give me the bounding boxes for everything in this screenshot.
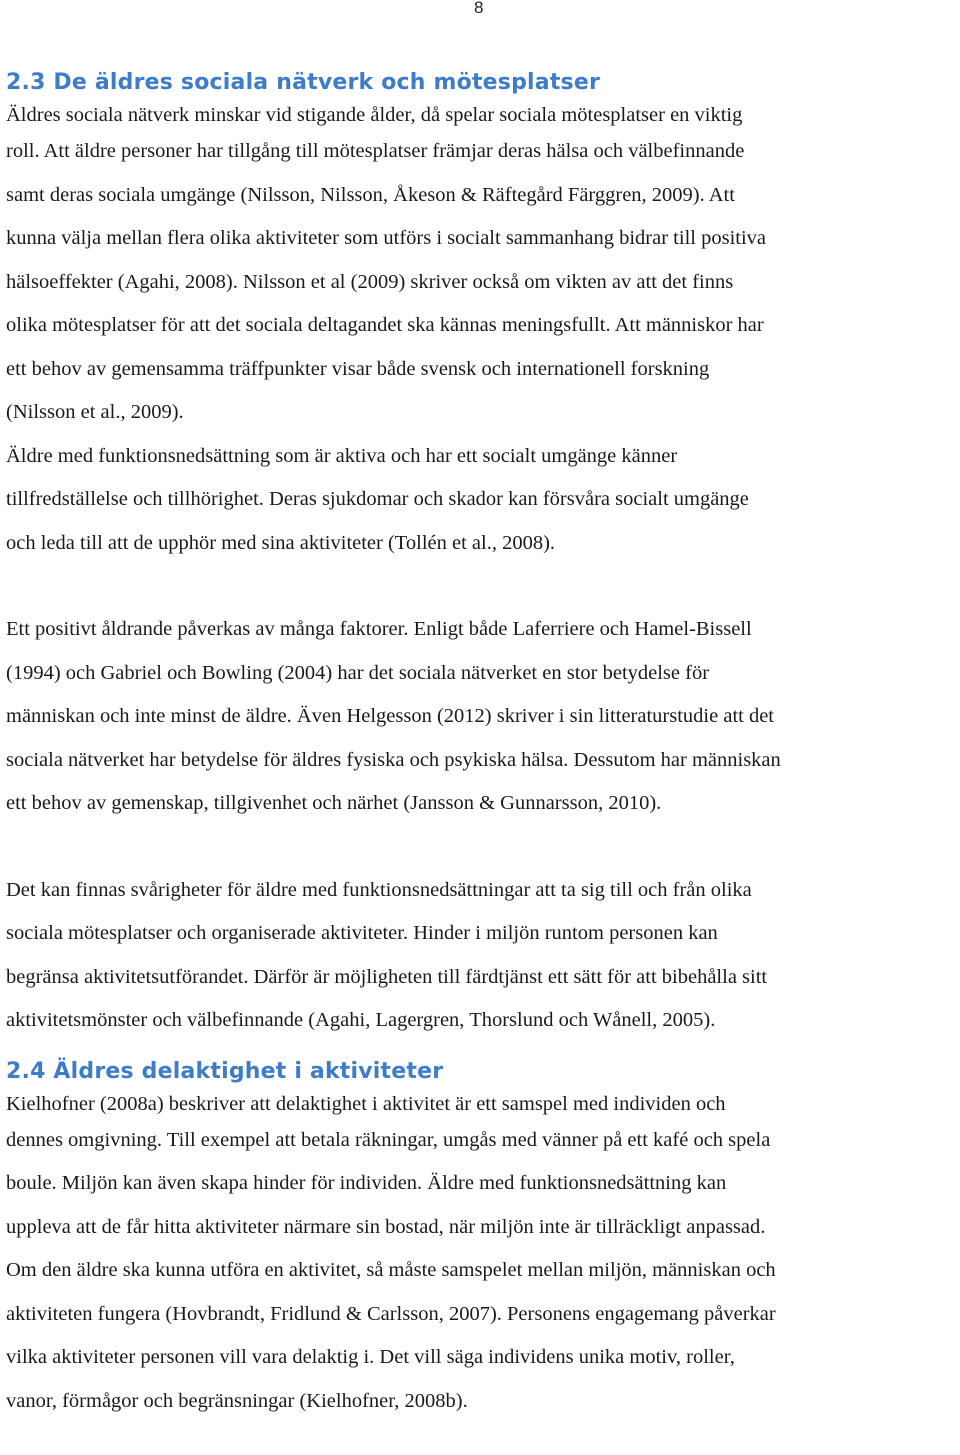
text-line: aktiviteten fungera (Hovbrandt, Fridlund & Carlsson, 2007). Personens engagemang påverkar: [6, 1302, 776, 1325]
text-line: (1994) och Gabriel och Bowling (2004) har det sociala nätverket en stor betydelse för: [6, 661, 710, 684]
section-heading: 2.4 Äldres delaktighet i aktiviteter: [6, 1058, 444, 1084]
text-line: vilka aktiviteter personen vill vara delaktig i. Det vill säga individens unika motiv, roller,: [6, 1346, 735, 1368]
text-line: samt deras sociala umgänge (Nilsson, Nilsson, Åkeson & Räftegård Färggren, 2009). Att: [6, 183, 735, 206]
text-line: hälsoeffekter (Agahi, 2008). Nilsson et al (2009) skriver också om vikten av att det finns: [6, 270, 734, 293]
text-line: olika mötesplatser för att det sociala deltagandet ska kännas meningsfullt. Att människor har: [6, 314, 764, 336]
paragraph: [6, 1089, 958, 1424]
text-line: Äldres sociala nätverk minskar vid stigande ålder, då spelar sociala mötesplatser en viktig: [6, 104, 743, 126]
text-line: uppleva att de får hitta aktiviteter närmare sin bostad, när miljön inte är tillräckligt anpassad.: [6, 1215, 766, 1238]
text-line: begränsa aktivitetsutförandet. Därför är möjligheten till färdtjänst ett sätt för att bibehålla sitt: [6, 965, 768, 988]
document-body: [6, 66, 958, 1423]
paragraph: [6, 869, 958, 1043]
section-heading: 2.3 De äldres sociala nätverk och mötesplatser: [6, 70, 601, 95]
text-line: Kielhofner (2008a) beskriver att delaktighet i aktivitet är ett samspel med individen och: [6, 1092, 726, 1115]
text-line: dennes omgivning. Till exempel att betala räkningar, umgås med vänner på ett kafé och spela: [6, 1128, 771, 1151]
text-line: Äldre med funktionsnedsättning som är aktiva och har ett socialt umgänge känner: [6, 444, 678, 467]
text-line: och leda till att de upphör med sina aktiviteter (Tollén et al., 2008).: [6, 531, 556, 554]
text-line: kunna välja mellan flera olika aktiviteter som utförs i socialt sammanhang bidrar till positiva: [6, 227, 767, 249]
page-number: 8: [474, 0, 484, 17]
text-line: tillfredställelse och tillhörighet. Deras sjukdomar och skador kan försvåra socialt umgänge: [6, 488, 749, 510]
text-line: sociala mötesplatser och organiserade aktiviteter. Hinder i miljön runtom personen kan: [6, 922, 718, 944]
text-line: Om den äldre ska kunna utföra en aktivitet, så måste samspelet mellan miljön, människan och: [6, 1259, 776, 1281]
text-line: (Nilsson et al., 2009).: [6, 401, 184, 423]
section-spacer: [6, 1043, 958, 1055]
text-line: vanor, förmågor och begränsningar (Kielhofner, 2008b).: [6, 1389, 468, 1412]
paragraph: [6, 608, 958, 826]
section-2-3: [6, 66, 958, 1043]
text-line: sociala nätverket har betydelse för äldres fysiska och psykiska hälsa. Dessutom har människan: [6, 748, 781, 771]
text-line: människan och inte minst de äldre. Även Helgesson (2012) skriver i sin litteraturstudie att det: [6, 705, 774, 727]
text-line: Det kan finnas svårigheter för äldre med funktionsnedsättningar att ta sig till och från olika: [6, 878, 752, 901]
text-line: aktivitetsmönster och välbefinnande (Agahi, Lagergren, Thorslund och Wånell, 2005).: [6, 1009, 716, 1031]
paragraph-spacer: [6, 826, 958, 869]
text-line: boule. Miljön kan även skapa hinder för individen. Äldre med funktionsnedsättning kan: [6, 1172, 727, 1194]
paragraph-spacer: [6, 565, 958, 608]
paragraph: [6, 100, 958, 565]
section-2-4: [6, 1055, 958, 1424]
text-line: Ett positivt åldrande påverkas av många faktorer. Enligt både Laferriere och Hamel-Bissell: [6, 618, 752, 640]
text-line: ett behov av gemenskap, tillgivenhet och närhet (Jansson & Gunnarsson, 2010).: [6, 792, 662, 814]
text-line: ett behov av gemensamma träffpunkter visar både svensk och internationell forskning: [6, 357, 710, 380]
text-line: roll. Att äldre personer har tillgång till mötesplatser främjar deras hälsa och välbefinnande: [6, 140, 745, 162]
